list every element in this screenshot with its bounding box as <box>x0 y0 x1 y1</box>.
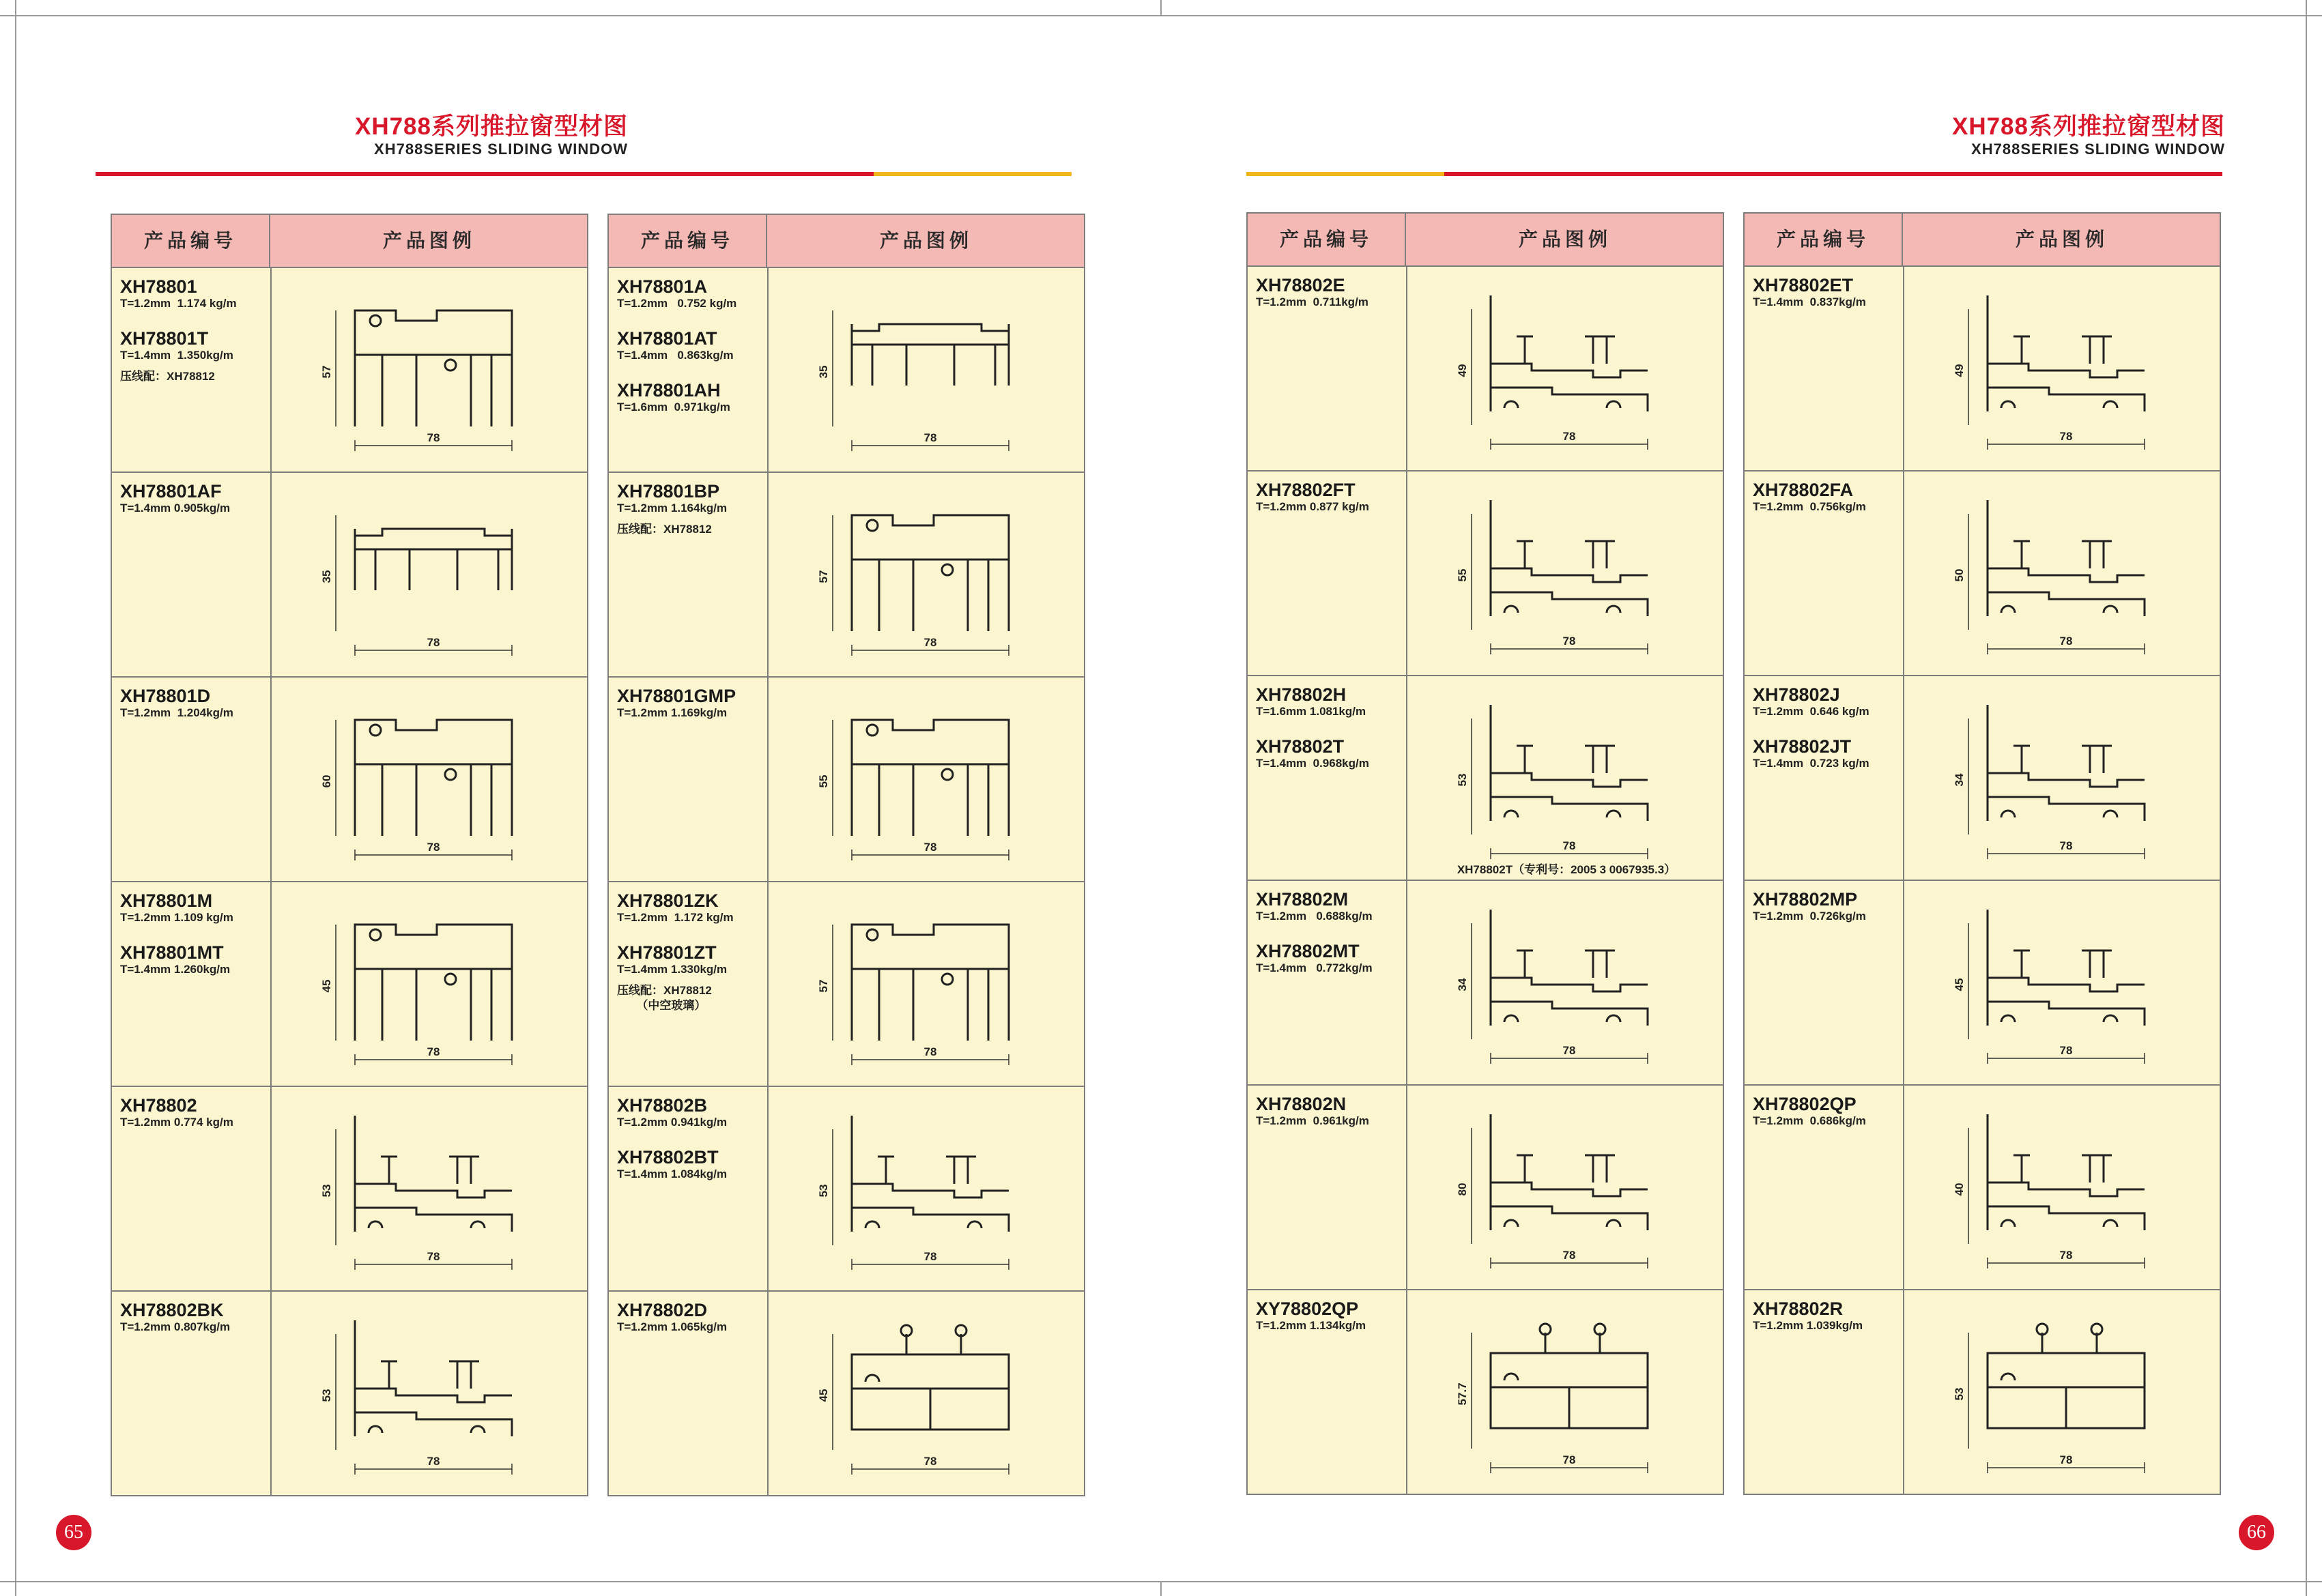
dimension-lines <box>1472 719 1648 859</box>
profile-outline <box>355 720 512 836</box>
patent-note: XH78802T（专利号：2005 3 0067935.3） <box>1457 863 1676 876</box>
dim-width-label: 78 <box>1562 430 1576 443</box>
dimension-lines <box>1472 309 1648 450</box>
trim-line-right <box>2306 0 2307 1596</box>
profile-drawing <box>1906 678 2221 878</box>
profile-outline <box>1491 705 1648 821</box>
product-spec: T=1.2mm 0.756kg/m <box>1753 500 1866 513</box>
dim-width-label: 78 <box>1562 1453 1576 1466</box>
product-info <box>617 1300 763 1334</box>
product-spec: T=1.2mm 0.686kg/m <box>1753 1114 1866 1127</box>
left-page-number: 65 <box>56 1515 91 1550</box>
dim-width-label: 78 <box>2059 430 2073 443</box>
product-info <box>1256 684 1402 770</box>
dim-height-label: 45 <box>817 1389 830 1402</box>
product-code: XH78801A <box>617 276 708 297</box>
product-code: XH78802B <box>617 1095 708 1116</box>
profile-drawing <box>770 474 1085 675</box>
header-product-illustration: 产品图例 <box>382 230 476 251</box>
dim-height-label: 53 <box>1456 773 1469 787</box>
dim-height-label: 55 <box>817 774 830 788</box>
product-spec: T=1.4mm 0.837kg/m <box>1753 295 1866 308</box>
profile-drawing-svg <box>1409 678 1724 878</box>
dim-width-label: 78 <box>427 636 440 649</box>
spacer <box>1256 719 1402 736</box>
product-spec: T=1.4mm 1.330kg/m <box>617 963 728 976</box>
dim-height-label: 45 <box>320 979 333 993</box>
dim-height-label: 53 <box>817 1184 830 1198</box>
table-row <box>1745 881 2220 1086</box>
table-row <box>609 473 1084 678</box>
profile-drawing <box>770 884 1085 1084</box>
product-spec: T=1.4mm 1.350kg/m <box>120 349 233 362</box>
profile-drawing-svg <box>1409 1087 1724 1288</box>
product-code: XH78802BT <box>617 1147 719 1167</box>
profile-drawing-svg <box>1409 268 1724 469</box>
profile-drawing <box>1409 882 1724 1083</box>
dim-height-label: 53 <box>320 1184 333 1198</box>
product-spec: T=1.2mm 0.941kg/m <box>617 1116 728 1129</box>
dimension-lines <box>336 720 512 860</box>
product-info <box>120 1300 266 1334</box>
profile-drawing <box>1906 1087 2221 1288</box>
profile-drawing <box>1906 473 2221 673</box>
dimension-lines <box>1472 514 1648 654</box>
table-row <box>1248 881 1723 1086</box>
profile-drawing <box>1906 268 2221 469</box>
trim-line-top <box>0 15 2322 16</box>
product-spec: T=1.2mm 0.774 kg/m <box>120 1116 233 1129</box>
dimension-lines <box>833 1129 1009 1270</box>
dim-height-label: 35 <box>320 570 333 583</box>
product-code: XH78802E <box>1256 275 1345 295</box>
dim-height-label: 57 <box>320 365 333 379</box>
product-info <box>1256 275 1402 309</box>
product-spec: T=1.6mm 1.081kg/m <box>1256 705 1366 718</box>
profile-drawing-svg <box>1906 1087 2221 1288</box>
table-row <box>1248 267 1723 471</box>
product-info <box>617 481 763 537</box>
header-product-illustration: 产品图例 <box>2015 229 2108 250</box>
product-spec: T=1.2mm 1.109 kg/m <box>120 911 233 924</box>
header-product-code: 产品编号 <box>112 215 270 267</box>
profile-drawing <box>273 884 588 1084</box>
dim-width-label: 78 <box>427 1045 440 1058</box>
product-code: XH78802JT <box>1753 736 1852 757</box>
right-table-2 <box>1743 212 2221 1495</box>
table-row <box>1248 1086 1723 1290</box>
dim-width-label: 78 <box>1562 839 1576 852</box>
product-code: XH78802J <box>1753 684 1840 705</box>
product-spec: T=1.4mm 0.905kg/m <box>120 502 231 514</box>
right-title-cn: XH788系列推拉窗型材图 <box>1951 113 2225 140</box>
product-info <box>1256 1094 1402 1128</box>
right-table-1 <box>1246 212 1724 1495</box>
dim-height-label: 49 <box>1953 364 1966 377</box>
left-title-rule-red <box>96 172 874 176</box>
product-spec: T=1.4mm 0.863kg/m <box>617 349 734 362</box>
profile-drawing <box>770 1293 1085 1494</box>
table-row <box>609 268 1084 473</box>
profile-drawing-svg <box>770 1293 1085 1494</box>
right-title-rule-red <box>1444 172 2222 176</box>
product-info <box>617 890 763 1013</box>
dimension-lines <box>1472 1128 1648 1268</box>
product-code: XH78801GMP <box>617 686 736 706</box>
profile-drawing-svg <box>770 270 1085 470</box>
product-code: XH78801MT <box>120 942 224 963</box>
dimension-lines <box>336 1129 512 1270</box>
spacer <box>617 925 763 942</box>
right-title-en: XH788SERIES SLIDING WINDOW <box>1971 141 2225 158</box>
dimension-lines <box>1472 923 1648 1064</box>
profile-drawing <box>1906 1292 2221 1492</box>
dim-height-label: 49 <box>1456 364 1469 377</box>
dimension-lines <box>336 925 512 1065</box>
profile-outline <box>1988 1114 2145 1230</box>
product-code: XH78802BK <box>120 1300 224 1320</box>
profile-outline <box>1988 1324 2145 1428</box>
profile-outline <box>1491 1114 1648 1230</box>
table-row <box>1745 267 2220 471</box>
table-row <box>1745 1290 2220 1495</box>
product-code: XH78801D <box>120 686 211 706</box>
product-info <box>1753 480 1899 514</box>
product-code: XY78802QP <box>1256 1298 1359 1319</box>
product-code: XH78801AT <box>617 328 717 349</box>
profile-outline <box>355 310 512 426</box>
product-code: XH78802T <box>1256 736 1345 757</box>
accessory-note: 压线配：XH78812 <box>120 370 215 383</box>
profile-outline <box>355 529 512 590</box>
header-product-code: 产品编号 <box>609 215 767 267</box>
product-info <box>120 686 266 720</box>
profile-outline <box>1491 500 1648 616</box>
dim-width-label: 78 <box>923 431 937 444</box>
profile-drawing <box>770 270 1085 470</box>
spine-mark-bottom <box>1160 1581 1162 1596</box>
product-spec: T=1.2mm 1.134kg/m <box>1256 1319 1366 1332</box>
profile-drawing-svg <box>770 679 1085 880</box>
dimension-lines <box>1968 309 2145 450</box>
dim-width-label: 78 <box>427 431 440 444</box>
product-spec: T=1.6mm 0.971kg/m <box>617 401 730 413</box>
profile-drawing-svg <box>1906 882 2221 1083</box>
dim-height-label: 55 <box>1456 568 1469 582</box>
profile-drawing-svg <box>1906 473 2221 673</box>
product-code: XH78801BP <box>617 481 720 502</box>
table-row <box>609 1087 1084 1292</box>
product-spec: T=1.2mm 1.204kg/m <box>120 706 233 719</box>
spacer <box>120 310 266 328</box>
profile-outline <box>1491 1324 1648 1428</box>
dim-height-label: 50 <box>1953 568 1966 582</box>
profile-drawing <box>770 679 1085 880</box>
header-product-illustration: 产品图例 <box>1518 229 1611 250</box>
profile-outline <box>1988 705 2145 821</box>
profile-drawing-svg <box>273 1088 588 1289</box>
product-spec: T=1.2mm 1.039kg/m <box>1753 1319 1863 1332</box>
profile-outline <box>355 1116 512 1232</box>
spacer <box>617 1129 763 1147</box>
dim-width-label: 78 <box>2059 1044 2073 1057</box>
left-title-cn: XH788系列推拉窗型材图 <box>354 113 628 140</box>
profile-outline <box>852 720 1009 836</box>
dim-height-label: 57 <box>817 979 830 993</box>
header-product-illustration: 产品图例 <box>879 230 973 251</box>
profile-outline <box>355 1320 512 1436</box>
table-row <box>1745 676 2220 881</box>
dim-height-label: 57.7 <box>1456 1382 1469 1406</box>
profile-outline <box>1491 910 1648 1026</box>
product-info <box>120 276 266 384</box>
spacer <box>120 925 266 942</box>
profile-drawing-svg <box>1906 268 2221 469</box>
dim-width-label: 78 <box>1562 635 1576 648</box>
profile-drawing-svg <box>273 270 588 470</box>
profile-drawing-svg <box>1409 882 1724 1083</box>
product-info <box>1753 1094 1899 1128</box>
product-code: XH78801AH <box>617 380 721 401</box>
dim-width-label: 78 <box>923 841 937 854</box>
profile-drawing <box>1409 1087 1724 1288</box>
table-row <box>1248 471 1723 676</box>
profile-drawing-svg <box>273 1293 588 1494</box>
profile-drawing-svg <box>273 884 588 1084</box>
product-code: XH78802 <box>120 1095 197 1116</box>
profile-outline <box>1988 500 2145 616</box>
profile-outline <box>1491 295 1648 411</box>
product-spec: T=1.2mm 1.174 kg/m <box>120 297 237 310</box>
table-row <box>112 268 587 473</box>
header-product-code: 产品编号 <box>1745 214 1903 265</box>
dimension-lines <box>833 925 1009 1065</box>
product-spec: T=1.2mm 0.961kg/m <box>1256 1114 1369 1127</box>
left-page-title <box>273 113 628 158</box>
spacer <box>1753 719 1899 736</box>
dim-width-label: 78 <box>427 1455 440 1468</box>
product-info <box>617 686 763 720</box>
dim-width-label: 78 <box>923 1250 937 1263</box>
dimension-lines <box>336 310 512 451</box>
profile-drawing-svg <box>1906 678 2221 878</box>
dim-width-label: 78 <box>2059 635 2073 648</box>
profile-drawing-svg <box>1906 1292 2221 1492</box>
product-spec: T=1.2mm 0.807kg/m <box>120 1320 231 1333</box>
table-row <box>1745 1086 2220 1290</box>
profile-outline <box>852 925 1009 1041</box>
profile-drawing-svg <box>770 884 1085 1084</box>
table-header <box>1745 214 2220 267</box>
profile-drawing <box>1409 473 1724 673</box>
product-info <box>1256 1298 1402 1333</box>
profile-drawing <box>273 679 588 880</box>
spine-mark-top <box>1160 0 1162 15</box>
accessory-note: 压线配：XH78812 <box>617 523 712 536</box>
profile-outline <box>355 925 512 1041</box>
dim-height-label: 40 <box>1953 1183 1966 1196</box>
dim-width-label: 78 <box>1562 1044 1576 1057</box>
table-header <box>112 215 587 268</box>
dimension-lines <box>1968 719 2145 859</box>
profile-drawing <box>1409 1292 1724 1492</box>
profile-drawing-svg <box>770 474 1085 675</box>
product-info <box>617 1095 763 1181</box>
product-code: XH78802MT <box>1256 941 1360 961</box>
dim-width-label: 78 <box>2059 1453 2073 1466</box>
product-info <box>1753 684 1899 770</box>
product-code: XH78802M <box>1256 889 1349 910</box>
left-title-rule-gold <box>874 172 1072 176</box>
product-info <box>1256 889 1402 975</box>
dim-height-label: 57 <box>817 570 830 583</box>
table-row <box>112 473 587 678</box>
profile-outline <box>852 1116 1009 1232</box>
table-row <box>112 1087 587 1292</box>
product-code: XH78802N <box>1256 1094 1347 1114</box>
product-code: XH78802FA <box>1753 480 1854 500</box>
product-info <box>120 481 266 515</box>
dim-height-label: 35 <box>817 365 830 379</box>
product-code: XH78802MP <box>1753 889 1858 910</box>
table-header <box>609 215 1084 268</box>
product-spec: T=1.2mm 0.726kg/m <box>1753 910 1866 923</box>
product-code: XH78801AF <box>120 481 222 502</box>
dim-width-label: 78 <box>923 636 937 649</box>
profile-drawing <box>273 1293 588 1494</box>
dim-height-label: 53 <box>1953 1387 1966 1401</box>
table-row <box>112 1292 587 1496</box>
table-row <box>112 882 587 1087</box>
product-code: XH78801ZT <box>617 942 717 963</box>
profile-outline <box>852 324 1009 386</box>
product-info <box>120 890 266 976</box>
dim-height-label: 53 <box>320 1389 333 1402</box>
dim-height-label: 34 <box>1456 978 1469 991</box>
dim-width-label: 78 <box>923 1045 937 1058</box>
accessory-note: 压线配：XH78812 （中空玻璃） <box>617 984 712 1012</box>
left-table-2 <box>607 214 1085 1496</box>
table-row <box>112 678 587 882</box>
product-spec: T=1.4mm 1.260kg/m <box>120 963 231 976</box>
spacer <box>617 310 763 328</box>
profile-drawing-svg <box>770 1088 1085 1289</box>
product-code: XH78801T <box>120 328 209 349</box>
profile-drawing <box>770 1088 1085 1289</box>
product-code: XH78801ZK <box>617 890 719 911</box>
product-spec: T=1.2mm 0.688kg/m <box>1256 910 1373 923</box>
product-spec: T=1.4mm 0.968kg/m <box>1256 757 1369 770</box>
product-spec: T=1.2mm 0.711kg/m <box>1256 295 1368 308</box>
dimension-lines <box>1968 923 2145 1064</box>
profile-drawing-svg <box>273 679 588 880</box>
product-code: XH78802QP <box>1753 1094 1857 1114</box>
spacer <box>1256 923 1402 941</box>
table-row <box>609 678 1084 882</box>
profile-outline <box>852 1325 1009 1430</box>
product-spec: T=1.4mm 0.772kg/m <box>1256 961 1373 974</box>
product-code: XH78801M <box>120 890 213 911</box>
profile-outline <box>1988 910 2145 1026</box>
product-info <box>1753 1298 1899 1333</box>
product-spec: T=1.2mm 1.164kg/m <box>617 502 728 514</box>
profile-drawing-svg <box>273 474 588 675</box>
header-product-code: 产品编号 <box>1248 214 1406 265</box>
product-spec: T=1.4mm 1.084kg/m <box>617 1167 728 1180</box>
table-row <box>1745 471 2220 676</box>
product-spec: T=1.2mm 0.752 kg/m <box>617 297 737 310</box>
product-code: XH78802R <box>1753 1298 1844 1319</box>
dim-width-label: 78 <box>2059 1249 2073 1262</box>
product-code: XH78802H <box>1256 684 1347 705</box>
profile-outline <box>1988 295 2145 411</box>
product-info <box>1256 480 1402 514</box>
dimension-lines <box>336 1334 512 1475</box>
profile-drawing-svg <box>1409 1292 1724 1492</box>
dimension-lines <box>833 515 1009 656</box>
profile-drawing <box>273 474 588 675</box>
profile-drawing <box>273 1088 588 1289</box>
product-info <box>120 1095 266 1129</box>
product-spec: T=1.2mm 0.877 kg/m <box>1256 500 1369 513</box>
profile-drawing <box>1409 268 1724 469</box>
dim-width-label: 78 <box>427 1250 440 1263</box>
product-code: XH78802D <box>617 1300 708 1320</box>
dimension-lines <box>833 720 1009 860</box>
table-header <box>1248 214 1723 267</box>
product-info <box>617 276 763 414</box>
product-code: XH78801 <box>120 276 197 297</box>
dim-height-label: 60 <box>320 774 333 788</box>
product-spec: T=1.4mm 0.723 kg/m <box>1753 757 1869 770</box>
profile-outline <box>852 515 1009 631</box>
table-row <box>1248 676 1723 881</box>
dim-height-label: 80 <box>1456 1183 1469 1196</box>
profile-drawing-svg <box>1409 473 1724 673</box>
dim-width-label: 78 <box>923 1455 937 1468</box>
spacer <box>617 362 763 380</box>
product-spec: T=1.2mm 1.065kg/m <box>617 1320 728 1333</box>
profile-drawing <box>273 270 588 470</box>
product-code: XH78802FT <box>1256 480 1356 500</box>
product-spec: T=1.2mm 1.172 kg/m <box>617 911 734 924</box>
table-row <box>609 882 1084 1087</box>
dim-width-label: 78 <box>2059 839 2073 852</box>
dim-width-label: 78 <box>1562 1249 1576 1262</box>
dim-width-label: 78 <box>427 841 440 854</box>
product-info <box>1753 275 1899 309</box>
dimension-lines <box>1968 1128 2145 1268</box>
dim-height-label: 34 <box>1953 773 1966 787</box>
right-title-rule-gold <box>1246 172 1444 176</box>
table-row <box>609 1292 1084 1496</box>
dimension-lines <box>1968 514 2145 654</box>
dim-height-label: 45 <box>1953 978 1966 991</box>
product-code: XH78802ET <box>1753 275 1854 295</box>
profile-drawing <box>1409 678 1724 878</box>
product-spec: T=1.2mm 0.646 kg/m <box>1753 705 1869 718</box>
right-page-title <box>1870 113 2225 158</box>
table-row <box>1248 1290 1723 1495</box>
profile-drawing <box>1906 882 2221 1083</box>
product-spec: T=1.2mm 1.169kg/m <box>617 706 728 719</box>
product-info <box>1753 889 1899 923</box>
left-title-en: XH788SERIES SLIDING WINDOW <box>374 141 628 158</box>
right-page-number: 66 <box>2239 1515 2274 1550</box>
left-table-1 <box>111 214 588 1496</box>
trim-line-left <box>15 0 16 1596</box>
